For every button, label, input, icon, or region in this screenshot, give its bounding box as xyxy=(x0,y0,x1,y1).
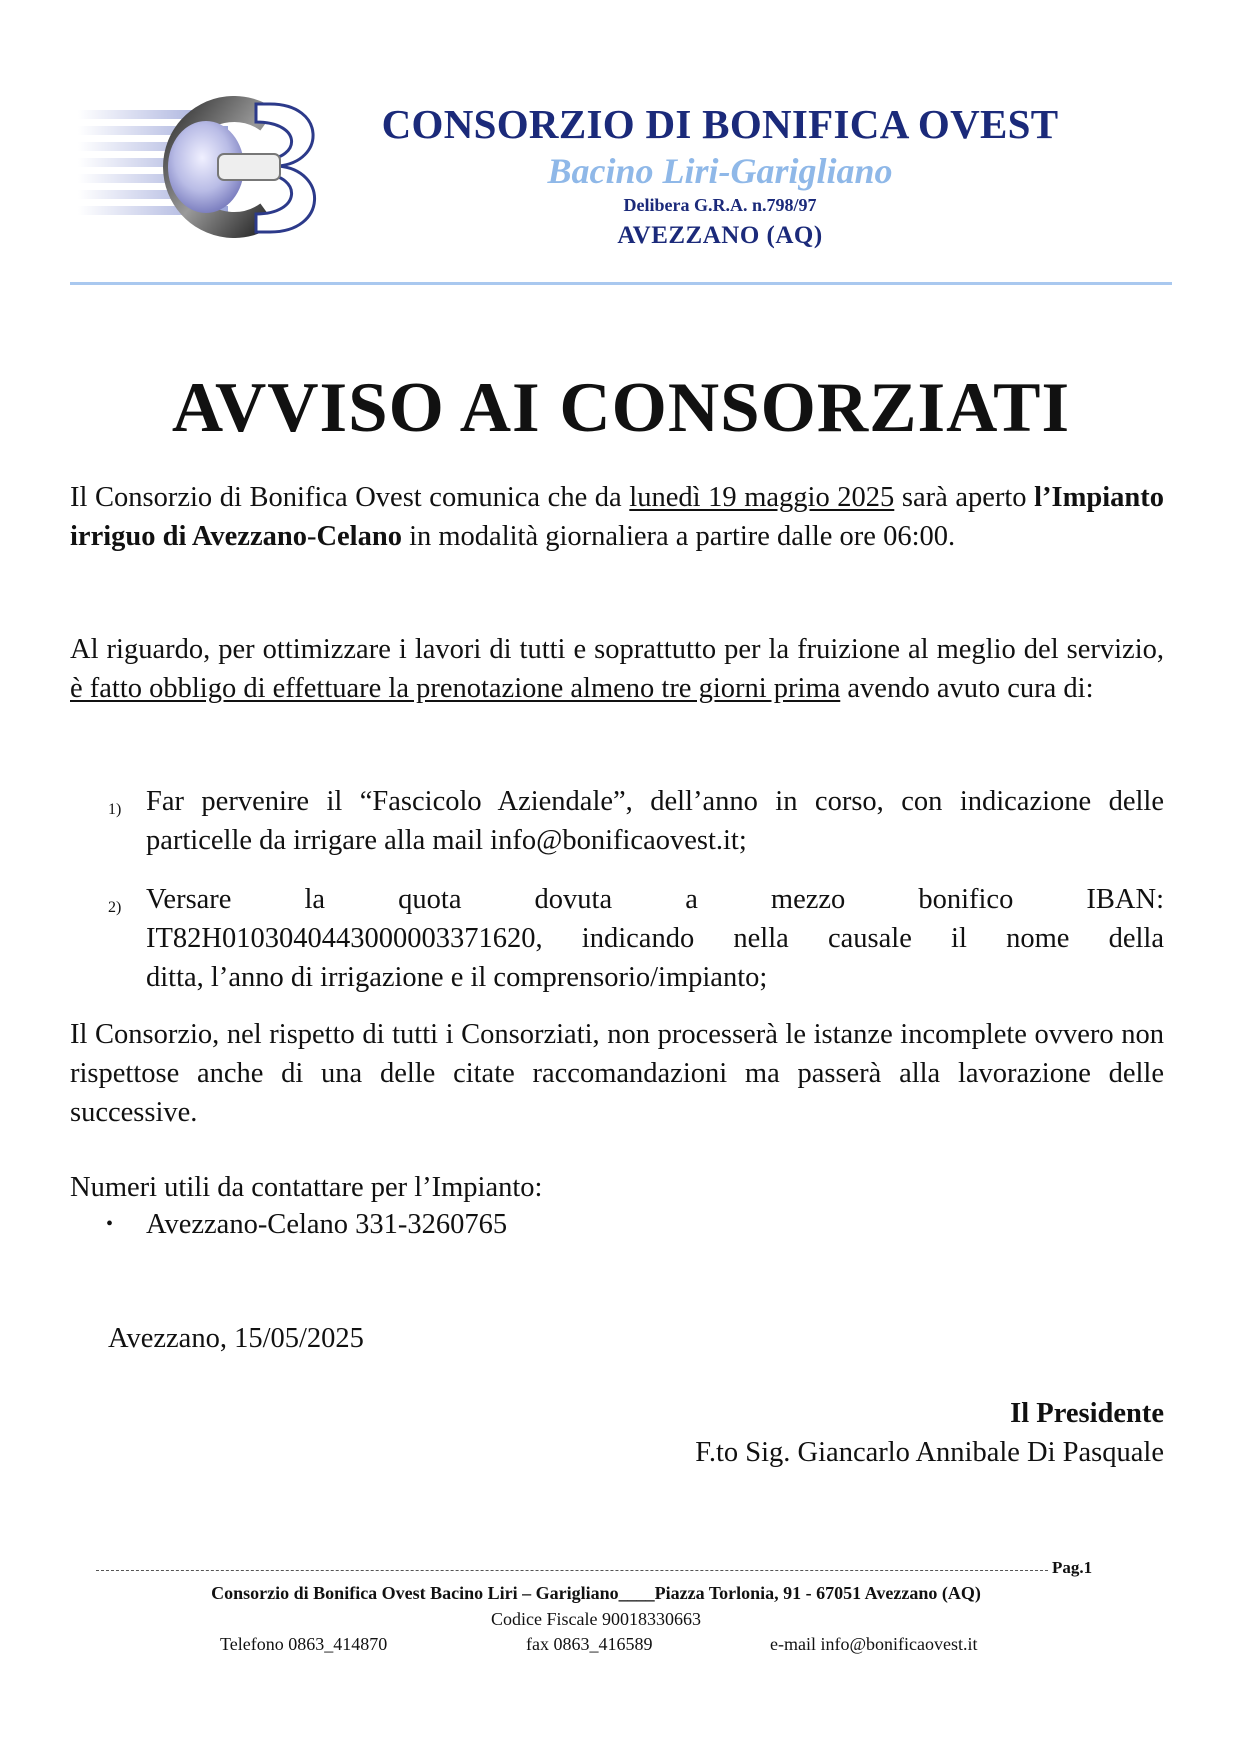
list-item xyxy=(70,782,1164,860)
footer-telefono: Telefono 0863_414870 xyxy=(220,1634,388,1654)
consortium-logo xyxy=(78,96,326,238)
paragraph-processing: Il Consorzio, nel rispetto di tutti i Consorziati, non processerà le istanze incomplete ovvero non rispettose anche di una delle citate raccomandazioni ma passerà alla lavorazione delle successive. xyxy=(70,1019,1164,1128)
org-subtitle: Bacino Liri-Garigliano xyxy=(547,151,893,191)
footer-address: Consorzio di Bonifica Ovest Bacino Liri – Garigliano____Piazza Torlonia, 91 - 67051 Avezzano (AQ) xyxy=(211,1583,981,1603)
org-delibera: Delibera G.R.A. n.798/97 xyxy=(623,195,817,215)
signature-role: Il Presidente xyxy=(1010,1398,1164,1429)
list-item-line: Versare la quota dovuta a mezzo bonifico IBAN: xyxy=(146,884,1164,915)
p1-dash: - xyxy=(306,521,317,552)
contact-list-item xyxy=(70,1205,507,1244)
list-item xyxy=(70,880,1164,997)
page-number: Pag.1 xyxy=(1052,1558,1093,1577)
list-number: 2) xyxy=(108,899,122,916)
footer-contacts xyxy=(0,1634,1240,1660)
document-title: AVVISO AI CONSORZIATI xyxy=(171,369,1071,447)
p1-text-b: sarà aperto xyxy=(894,482,1035,513)
paragraph-booking xyxy=(70,630,1164,708)
impianto-name: l’Impianto irriguo di Avezzano xyxy=(70,482,1164,552)
footer-codice-fiscale: Codice Fiscale 90018330663 xyxy=(491,1609,701,1629)
header-divider xyxy=(70,282,1172,285)
list-number: 1) xyxy=(108,801,122,818)
org-city: AVEZZANO (AQ) xyxy=(617,222,823,249)
contact-number: Avezzano-Celano 331-3260765 xyxy=(146,1209,508,1240)
list-item-text: Far pervenire il “Fascicolo Aziendale”, dell’anno in corso, con indicazione delle particelle da irrigare alla mail info@bonificaovest.it; xyxy=(146,786,1164,856)
logo-graphic xyxy=(78,96,326,238)
bullet-icon: • xyxy=(106,1213,114,1235)
document-date: Avezzano, 15/05/2025 xyxy=(108,1323,364,1354)
paragraph-opening xyxy=(70,478,1164,556)
booking-obligation: è fatto obbligo di effettuare la prenotazione almeno tre giorni prima xyxy=(70,673,841,704)
p1-text-c: in modalità giornaliera a partire dalle ore 06:00. xyxy=(401,521,956,552)
list-item-line: ditta, l’anno di irrigazione e il comprensorio/impianto; xyxy=(146,962,768,993)
footer-email: e-mail info@bonificaovest.it xyxy=(770,1634,978,1654)
list-item-line-iban: IT82H0103040443000003371620, indicando nella causale il nome della xyxy=(146,923,1164,954)
impianto-name-2: Celano xyxy=(316,521,402,552)
opening-date: lunedì 19 maggio 2025 xyxy=(629,482,895,513)
signature-name: F.to Sig. Giancarlo Annibale Di Pasquale xyxy=(695,1437,1164,1468)
footer-fax: fax 0863_416589 xyxy=(526,1634,653,1654)
footer-divider xyxy=(96,1570,1048,1571)
p2-text-b: avendo avuto cura di: xyxy=(840,673,1094,704)
paragraph-contacts: Numeri utili da contattare per l’Impianto: xyxy=(70,1172,543,1203)
org-name: CONSORZIO DI BONIFICA OVEST xyxy=(381,101,1059,147)
p1-text-a: Il Consorzio di Bonifica Ovest comunica che da xyxy=(70,482,630,513)
list-item-text xyxy=(146,880,1164,997)
p2-text-a: Al riguardo, per ottimizzare i lavori di tutti e soprattutto per la fruizione al meglio del servizio, xyxy=(70,634,1164,665)
